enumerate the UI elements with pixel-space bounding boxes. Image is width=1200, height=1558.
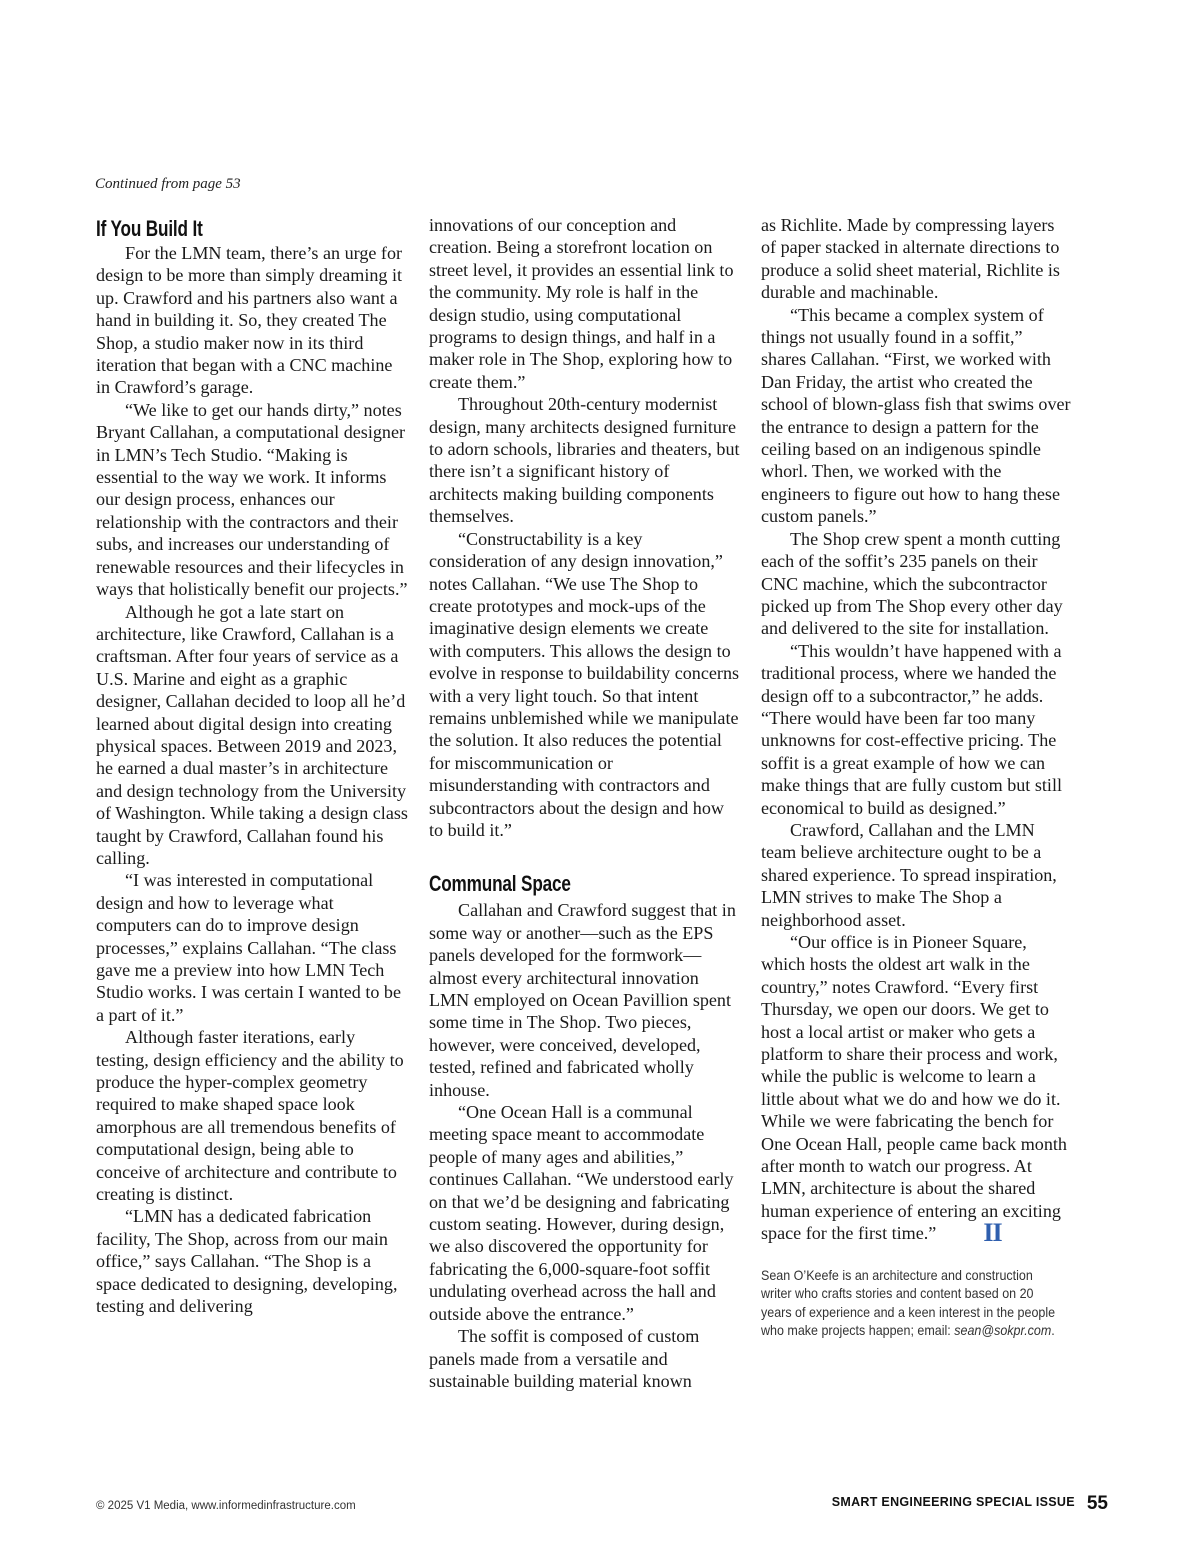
paragraph: innovations of our conception and creation. Being a storefront location on street level, it provides an essential link to the community. My role is half in the design studio, using computational programs to design things, and half in a maker role in The Shop, exploring how to create them.” xyxy=(429,215,734,392)
end-mark-icon: II xyxy=(983,1218,1002,1248)
author-bio-period: . xyxy=(1051,1323,1055,1339)
paragraph: “This wouldn’t have happened with a traditional process, where we handed the design off to a subcontractor,” he adds. “There would have been far too many unknowns for cost-effective pricing. The soffit is a great example of how we can make things that are fully custom but still economical to build as designed.” xyxy=(761,640,1063,818)
page-number: 55 xyxy=(1086,1493,1108,1514)
paragraph: Although he got a late start on architecture, like Crawford, Callahan is a craftsman. After four years of service as a U.S. Marine and eight as a graphic designer, Callahan decided to loop all he’d learned about digital design into creating physical spaces. Between 2019 and 2023, he earned a dual master’s in architecture and design technology from the University of Washington. While taking a design class taught by Crawford, Callahan found his calling. xyxy=(96,601,408,868)
section-heading-if-you-build-it: If You Build It xyxy=(96,216,203,241)
author-bio xyxy=(761,1267,1065,1341)
paragraph: “This became a complex system of things not usually found in a soffit,” shares Callahan. “First, we worked with Dan Friday, the artist who created the school of blown-glass fish that swims over the entrance to design a pattern for the ceiling based on an indigenous spindle whorl. Then, we worked with the engineers to figure out how to hang these custom panels.” xyxy=(761,304,1071,527)
paragraph: as Richlite. Made by compressing layers of paper stacked in alternate directions to produce a solid sheet material, Richlite is durable and machinable. xyxy=(761,215,1060,303)
paragraph: “LMN has a dedicated fabrication facility, The Shop, across from our main office,” says Callahan. “The Shop is a space dedicated to designing, developing, testing and delivering xyxy=(96,1206,398,1317)
author-bio-text: Sean O’Keefe is an architecture and construction writer who crafts stories and content based on 20 years of experience and a keen interest in the people who make projects happen; email: xyxy=(761,1267,1056,1339)
final-paragraph xyxy=(761,931,1071,1248)
paragraph: The Shop crew spent a month cutting each of the soffit’s 235 panels on their CNC machine, which the subcontractor picked up from The Shop every other day and delivered to the site for installation. xyxy=(761,528,1063,639)
article-column-2 xyxy=(429,214,741,1392)
paragraph: “Constructability is a key consideration of any design innovation,” notes Callahan. “We use The Shop to create prototypes and mock-ups of the imaginative design elements we create with computers. This allows the design to evolve in response to buildability concerns with a very light touch. So that intent remains unblemished while we manipulate the solution. It also reduces the potential for miscommunication or misunderstanding with contractors and subcontractors about the design and how to build it.” xyxy=(429,528,740,840)
footer-copyright: © 2025 V1 Media, www.informedinfrastructure.com xyxy=(96,1500,356,1512)
paragraph: Callahan and Crawford suggest that in some way or another—such as the EPS panels developed for the formwork—almost every architectural innovation LMN employed on Ocean Pavillion spent some time in The Shop. Two pieces, however, were conceived, developed, tested, refined and fabricated wholly inhouse. xyxy=(429,900,736,1100)
final-paragraph-text: “Our office is in Pioneer Square, which hosts the oldest art walk in the country,” notes Crawford. “Every first Thursday, we open our doors. We get to host a local artist or maker who gets a platform to share their process and work, while the public is welcome to learn a little about what we do and how we do it. While we were fabricating the bench for One Ocean Hall, people came back month after month to watch our progress. At LMN, architecture is about the shared human experience of entering an exciting space for the first time.” xyxy=(761,932,1067,1244)
paragraph: “One Ocean Hall is a communal meeting space meant to accommodate people of many ages and abilities,” continues Callahan. “We understood early on that we’d be designing and fabricating custom seating. However, during design, we also discovered the opportunity for fabricating the 6,000-square-foot soffit undulating overhead across the hall and outside above the entrance.” xyxy=(429,1102,734,1324)
author-email[interactable]: sean@sokpr.com xyxy=(954,1323,1052,1339)
paragraph: Crawford, Callahan and the LMN team believe architecture ought to be a shared experience. To spread inspiration, LMN strives to make The Shop a neighborhood asset. xyxy=(761,819,1057,930)
article-column-3 xyxy=(761,214,1071,1341)
paragraph: For the LMN team, there’s an urge for design to be more than simply dreaming it up. Crawford and his partners also want a hand in building it. So, they created The Shop, a studio maker now in its third iteration that began with a CNC machine in Crawford’s garage. xyxy=(96,243,403,398)
paragraph: The soffit is composed of custom panels made from a versatile and sustainable building material known xyxy=(429,1326,700,1391)
footer-issue-block xyxy=(832,1493,1108,1515)
continued-note: Continued from page 53 xyxy=(95,176,241,192)
paragraph: “I was interested in computational design and how to leverage what computers can do to improve design processes,” explains Callahan. “The class gave me a preview into how LMN Tech Studio works. I was certain I wanted to be a part of it.” xyxy=(96,870,402,1025)
article-column-1 xyxy=(96,214,408,1318)
footer-issue-title: SMART ENGINEERING SPECIAL ISSUE xyxy=(831,1495,1075,1509)
paragraph: Throughout 20th-century modernist design, many architects designed furniture to adorn schools, libraries and theaters, but there isn’t a significant history of architects making building components themselves. xyxy=(429,394,740,527)
section-heading-communal-space: Communal Space xyxy=(429,871,571,897)
paragraph: “We like to get our hands dirty,” notes Bryant Callahan, a computational designer in LMN’s Tech Studio. “Making is essential to the way we work. It informs our design process, enhances our relationship with the contractors and their subs, and increases our understanding of renewable resources and their lifecycles in ways that holistically benefit our projects.” xyxy=(96,399,408,600)
paragraph: Although faster iterations, early testing, design efficiency and the ability to produce the hyper-complex geometry required to make shaped space look amorphous are all tremendous benefits of computational design, being able to conceive of architecture and contribute to creating is distinct. xyxy=(96,1027,404,1205)
